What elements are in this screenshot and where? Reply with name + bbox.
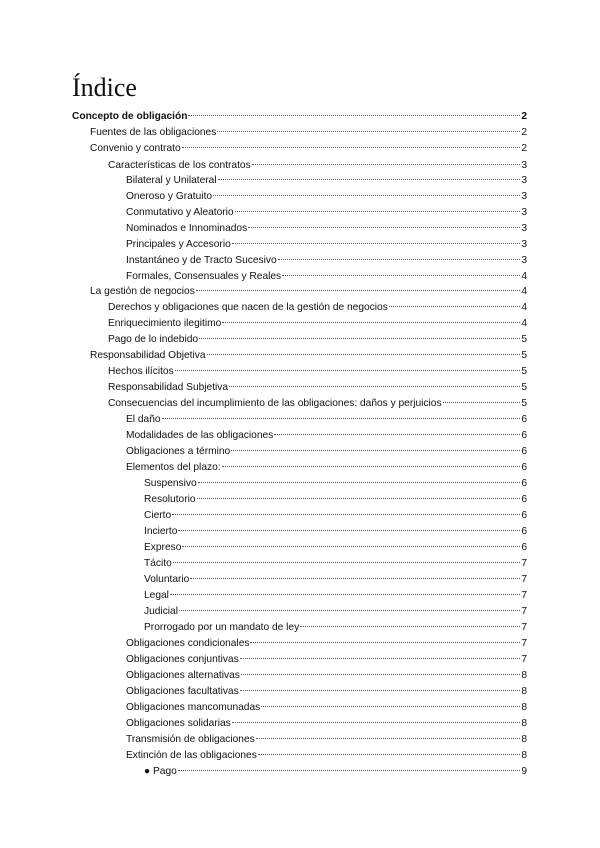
toc-entry-page: 6 (521, 542, 527, 553)
toc-entry-label: Judicial (144, 606, 178, 617)
toc-entry[interactable] (126, 748, 527, 763)
toc-entry-label: Instantáneo y de Tracto Sucesivo (126, 255, 277, 266)
toc-entry-label: Pago de lo indebido (108, 334, 199, 345)
toc-entry[interactable] (126, 444, 527, 459)
dot-leader (178, 530, 520, 531)
toc-entry-label: Principales y Accesorio (126, 239, 231, 250)
toc-entry-page: 7 (521, 590, 527, 601)
dot-leader (207, 354, 521, 355)
toc-entry-page: 2 (521, 143, 527, 154)
toc-entry-label: Obligaciones mancomunadas (126, 702, 261, 713)
toc-entry[interactable] (126, 189, 527, 204)
toc-entry-label: Prorrogado por un mandato de ley (144, 622, 300, 633)
toc-entry-page: 6 (521, 414, 527, 425)
toc-entry[interactable] (144, 764, 527, 779)
toc-entry-label: Tácito (144, 558, 172, 569)
toc-entry-label: Obligaciones conjuntivas (126, 654, 239, 665)
toc-entry[interactable] (90, 125, 527, 140)
toc-entry[interactable] (144, 556, 527, 571)
toc-entry-page: 3 (521, 175, 527, 186)
toc-entry-label: Elementos del plazo: (126, 462, 221, 473)
dot-leader (170, 594, 520, 595)
toc-entry-label: Derechos y obligaciones que nacen de la gestión de negocios (108, 302, 388, 313)
toc-entry[interactable] (144, 588, 527, 603)
toc-entry-page: 6 (521, 478, 527, 489)
toc-entry-page: 6 (521, 526, 527, 537)
toc-entry[interactable] (126, 732, 527, 747)
toc-entry-page: 2 (521, 127, 527, 138)
toc-entry-label: Obligaciones condicionales (126, 638, 250, 649)
toc-entry-page: 4 (521, 286, 527, 297)
toc-entry[interactable] (126, 237, 527, 252)
toc-entry-page: 7 (521, 638, 527, 649)
toc-entry-label: Modalidades de las obligaciones (126, 430, 274, 441)
dot-leader (240, 690, 521, 691)
toc-entry-page: 7 (521, 558, 527, 569)
dot-leader (248, 227, 520, 228)
toc-entry[interactable] (126, 716, 527, 731)
dot-leader (162, 418, 521, 419)
dot-leader (261, 706, 520, 707)
toc-entry[interactable] (90, 348, 527, 363)
toc-entry[interactable] (126, 253, 527, 268)
toc-entry-label: Incierto (144, 526, 178, 537)
dot-leader (198, 482, 521, 483)
toc-entry-label: Obligaciones a término (126, 446, 231, 457)
toc-entry[interactable] (126, 173, 527, 188)
dot-leader (232, 722, 521, 723)
dot-leader (172, 514, 520, 515)
toc-entry[interactable] (126, 636, 527, 651)
dot-leader (258, 754, 521, 755)
toc-entry[interactable] (108, 316, 527, 331)
toc-entry-label: El daño (126, 414, 161, 425)
toc-entry-label: Características de los contratos (108, 160, 251, 171)
toc-entry-page: 8 (521, 670, 527, 681)
toc-entry-page: 3 (521, 160, 527, 171)
toc-entry-page: 7 (521, 606, 527, 617)
toc-entry[interactable] (144, 508, 527, 523)
toc-entry[interactable] (72, 109, 527, 124)
dot-leader (188, 115, 520, 116)
toc-entry-page: 2 (521, 111, 527, 122)
toc-entry-label: Voluntario (144, 574, 190, 585)
dot-leader (173, 562, 521, 563)
dot-leader (197, 498, 521, 499)
toc-entry-page: 9 (521, 766, 527, 777)
dot-leader (240, 658, 521, 659)
dot-leader (179, 610, 520, 611)
toc-entry[interactable] (144, 540, 527, 555)
dot-leader (178, 770, 521, 771)
toc-entry-label: Obligaciones facultativas (126, 686, 239, 697)
toc-entry[interactable] (126, 700, 527, 715)
toc-entry-label: Consecuencias del incumplimiento de las obligaciones: daños y perjuicios (108, 398, 442, 409)
toc-entry-page: 8 (521, 702, 527, 713)
dot-leader (256, 738, 521, 739)
toc-entry-page: 6 (521, 446, 527, 457)
toc-entry[interactable] (126, 652, 527, 667)
toc-entry[interactable] (144, 524, 527, 539)
dot-leader (389, 306, 521, 307)
toc-entry-label: Conmutativo y Aleatorio (126, 207, 234, 218)
toc-entry-page: 6 (521, 494, 527, 505)
toc-entry-page: 3 (521, 255, 527, 266)
dot-leader (232, 243, 521, 244)
toc-entry-page: 6 (521, 430, 527, 441)
toc-entry-page: 3 (521, 191, 527, 202)
dot-leader (175, 370, 521, 371)
dot-leader (241, 674, 521, 675)
toc-entry[interactable] (126, 428, 527, 443)
toc-entry[interactable] (108, 300, 527, 315)
toc-entry-label: Hechos ilícitos (108, 366, 174, 377)
dot-leader (252, 164, 521, 165)
toc-entry-page: 8 (521, 750, 527, 761)
dot-leader (282, 275, 520, 276)
toc-entry-page: 8 (521, 734, 527, 745)
toc-entry-label: Formales, Consensuales y Reales (126, 271, 282, 282)
toc-entry-label: Suspensivo (144, 478, 197, 489)
toc-entry-label: Resolutorio (144, 494, 196, 505)
toc-entry-page: 4 (521, 318, 527, 329)
toc-entry-label: Oneroso y Gratuito (126, 191, 213, 202)
toc-entry[interactable] (90, 141, 527, 156)
toc-entry-label: Nominados e Innominados (126, 223, 248, 234)
dot-leader (222, 466, 521, 467)
toc-entry[interactable] (108, 380, 527, 395)
toc-entry-page: 7 (521, 622, 527, 633)
toc-entry-page: 8 (521, 686, 527, 697)
toc-entry[interactable] (108, 158, 527, 173)
toc-entry[interactable] (126, 221, 527, 236)
toc-entry-page: 6 (521, 510, 527, 521)
toc-entry[interactable] (126, 460, 527, 475)
toc-entry-page: 3 (521, 239, 527, 250)
toc-entry-page: 5 (521, 366, 527, 377)
toc-entry[interactable] (126, 412, 527, 427)
dot-leader (217, 131, 520, 132)
toc-entry[interactable] (144, 572, 527, 587)
toc-entry-label: Transmisión de obligaciones (126, 734, 255, 745)
toc-entry-page: 3 (521, 207, 527, 218)
dot-leader (443, 402, 521, 403)
toc-entry[interactable] (126, 684, 527, 699)
toc-entry-label: Responsabilidad Subjetiva (108, 382, 229, 393)
toc-entry-page: 5 (521, 350, 527, 361)
toc-entry-label: ● Pago (144, 766, 177, 777)
dot-leader (196, 290, 521, 291)
toc-entry-label: Legal (144, 590, 169, 601)
toc-entry[interactable] (108, 364, 527, 379)
dot-leader (274, 434, 520, 435)
dot-leader (213, 195, 520, 196)
dot-leader (229, 386, 520, 387)
toc-entry[interactable] (126, 269, 527, 284)
toc-entry-page: 5 (521, 382, 527, 393)
toc-entry[interactable] (144, 604, 527, 619)
toc-entry[interactable] (126, 205, 527, 220)
toc-entry-label: La gestión de negocios (90, 286, 195, 297)
toc-entry[interactable] (108, 396, 527, 411)
toc-entry-label: Concepto de obligación (72, 111, 188, 122)
dot-leader (199, 338, 520, 339)
dot-leader (222, 322, 520, 323)
toc-entry-label: Extinción de las obligaciones (126, 750, 257, 761)
dot-leader (278, 259, 521, 260)
toc-entry-label: Obligaciones solidarias (126, 718, 231, 729)
toc-entry[interactable] (144, 620, 527, 635)
toc-entry-page: 3 (521, 223, 527, 234)
dot-leader (182, 147, 521, 148)
toc-entry-label: Convenio y contrato (90, 143, 181, 154)
toc-entry[interactable] (126, 668, 527, 683)
toc-entry-label: Fuentes de las obligaciones (90, 127, 217, 138)
toc-entry-label: Expreso (144, 542, 182, 553)
toc-entry-label: Cierto (144, 510, 172, 521)
toc-entry[interactable] (90, 284, 527, 299)
toc-entry-page: 7 (521, 654, 527, 665)
dot-leader (190, 578, 520, 579)
dot-leader (182, 546, 520, 547)
toc-entry-page: 4 (521, 271, 527, 282)
toc-entry[interactable] (144, 476, 527, 491)
toc-entry[interactable] (144, 492, 527, 507)
toc-entry-page: 4 (521, 302, 527, 313)
dot-leader (235, 211, 521, 212)
toc-entry-page: 5 (521, 334, 527, 345)
toc-entry[interactable] (108, 332, 527, 347)
toc-entry-label: Obligaciones alternativas (126, 670, 240, 681)
toc-entry-label: Enriquecimiento ilegitimo (108, 318, 222, 329)
toc-entry-page: 7 (521, 574, 527, 585)
toc-entry-label: Responsabilidad Objetiva (90, 350, 206, 361)
dot-leader (250, 642, 520, 643)
dot-leader (218, 179, 521, 180)
dot-leader (231, 450, 520, 451)
dot-leader (300, 626, 520, 627)
page-title: Índice (72, 73, 137, 102)
toc-entry-label: Bilateral y Unilateral (126, 175, 217, 186)
toc-entry-page: 6 (521, 462, 527, 473)
toc-entry-page: 5 (521, 398, 527, 409)
toc-entry-page: 8 (521, 718, 527, 729)
